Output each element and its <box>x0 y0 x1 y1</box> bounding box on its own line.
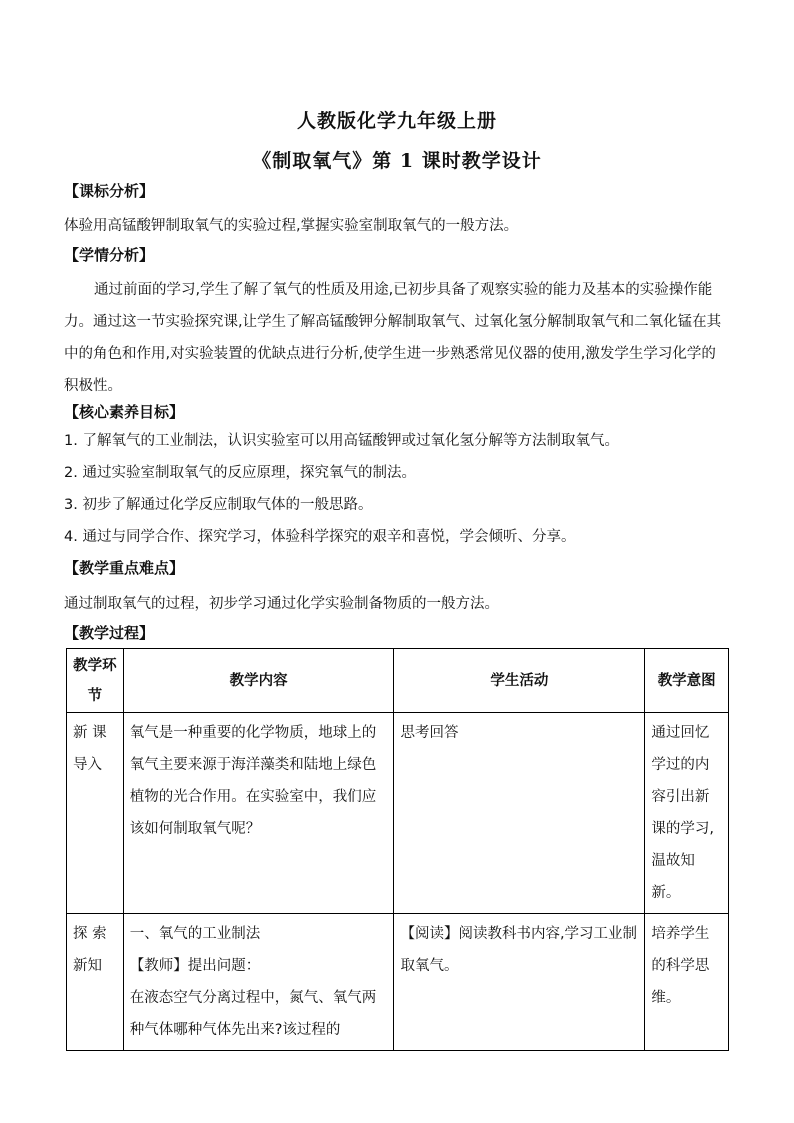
cell-intent: 通过回忆学过的内容引出新课的学习,温故知新。 <box>645 713 729 914</box>
cell-content: 氧气是一种重要的化学物质，地球上的氧气主要来源于海洋藻类和陆地上绿色植物的光合作用。在实验室中，我们应该如何制取氧气呢？ <box>123 713 394 914</box>
goal-item: 1. 了解氧气的工业制法，认识实验室可以用高锰酸钾或过氧化氢分解等方法制取氧气。 <box>64 433 619 449</box>
header-content: 教学内容 <box>123 649 394 713</box>
table-row <box>67 713 729 914</box>
document-title: 人教版化学九年级上册 <box>296 110 497 132</box>
teaching-process-table <box>66 648 729 1051</box>
content-line: 一、氧气的工业制法 <box>129 926 261 942</box>
table-header-row <box>67 649 729 713</box>
cell-stage: 新 课导入 <box>67 713 124 914</box>
goals-heading: 【核心素养目标】 <box>64 403 185 421</box>
cell-activity: 【阅读】阅读教科书内容,学习工业制取氧气。 <box>394 914 645 1051</box>
keypoints-heading: 【教学重点难点】 <box>64 559 185 577</box>
cell-intent: 培养学生的科学思维。 <box>645 914 729 1051</box>
process-heading: 【教学过程】 <box>64 624 155 642</box>
header-intent: 教学意图 <box>645 649 729 713</box>
curriculum-text: 体验用高锰酸钾制取氧气的实验过程,掌握实验室制取氧气的一般方法。 <box>64 218 519 234</box>
goal-item: 4. 通过与同学合作、探究学习，体验科学探究的艰辛和喜悦，学会倾听、分享。 <box>64 529 576 545</box>
header-activity: 学生活动 <box>394 649 645 713</box>
content-line: 在液态空气分离过程中，氮气、氧气两种气体哪种气体先出来?该过程的 <box>129 990 377 1038</box>
content-line: 【教师】提出问题： <box>129 958 261 974</box>
curriculum-heading: 【课标分析】 <box>64 182 155 200</box>
cell-content <box>123 914 394 1051</box>
cell-activity: 思考回答 <box>394 713 645 914</box>
keypoints-text: 通过制取氧气的过程，初步学习通过化学实验制备物质的一般方法。 <box>64 596 499 612</box>
table-row <box>67 914 729 1051</box>
cell-stage: 探 索新知 <box>67 914 124 1051</box>
header-stage: 教学环节 <box>67 649 124 713</box>
learner-text: 通过前面的学习,学生了解了氧气的性质及用途,已初步具备了观察实验的能力及基本的实验操作能力。通过这一节实验探究课,让学生了解高锰酸钾分解制取氧气、过氧化氢分解制取氧气和二氧化锰在其中的角色和作用,对实验装置的优缺点进行分析,使学生进一步熟悉常见仪器的使用,激发学生学习化学的积极性。 <box>64 282 722 394</box>
goal-item: 2. 通过实验室制取氧气的反应原理，探究氧气的制法。 <box>64 465 416 481</box>
goals-list <box>64 425 729 553</box>
document-subtitle: 《制取氧气》第 1 课时教学设计 <box>252 150 542 172</box>
goal-item: 3. 初步了解通过化学反应制取气体的一般思路。 <box>64 497 373 513</box>
learner-heading: 【学情分析】 <box>64 246 155 264</box>
